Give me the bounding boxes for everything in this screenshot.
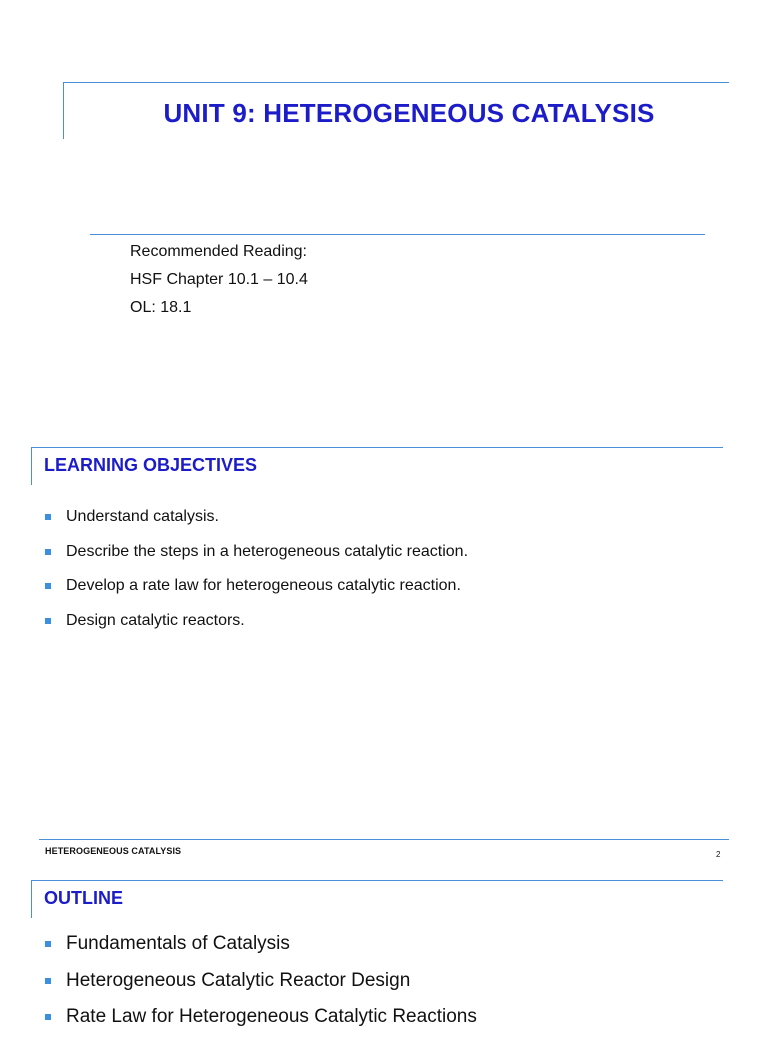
bullet-square-icon: [45, 941, 51, 947]
bullet-square-icon: [45, 514, 51, 520]
list-item: [44, 967, 477, 1004]
list-item-text: Heterogeneous Catalytic Reactor Design: [66, 969, 411, 991]
title-bottom-rule: [90, 234, 705, 235]
list-item-text: Rate Law for Heterogeneous Catalytic Reactions: [66, 1006, 477, 1027]
page-number: 2: [716, 850, 721, 859]
bullet-square-icon: [45, 978, 51, 984]
outline-top-rule: [31, 880, 723, 881]
bullet-square-icon: [45, 618, 51, 624]
list-item-text: Develop a rate law for heterogeneous catalytic reaction.: [66, 577, 461, 594]
list-item: [44, 541, 468, 576]
footer-rule: [39, 839, 729, 840]
outline-left-rule: [31, 880, 32, 918]
objectives-heading: LEARNING OBJECTIVES: [44, 455, 258, 475]
title-top-rule: [63, 82, 729, 83]
outline-heading: OUTLINE: [44, 888, 123, 908]
bullet-square-icon: [45, 583, 51, 589]
reading-line: OL: 18.1: [130, 299, 192, 316]
list-item: [44, 506, 468, 541]
list-item: [44, 610, 468, 645]
unit-title: UNIT 9: HETEROGENEOUS CATALYSIS: [163, 98, 655, 128]
outline-list: [44, 930, 477, 1040]
recommended-reading: [130, 238, 308, 322]
bullet-square-icon: [45, 549, 51, 555]
objectives-left-rule: [31, 447, 32, 485]
footer-label: HETEROGENEOUS CATALYSIS: [45, 846, 182, 856]
objectives-list: [44, 506, 468, 644]
list-item-text: Understand catalysis.: [66, 508, 219, 525]
list-item-text: Describe the steps in a heterogeneous catalytic reaction.: [66, 542, 469, 560]
bullet-square-icon: [45, 1014, 51, 1020]
reading-line: Recommended Reading:: [130, 243, 307, 260]
list-item: [44, 1003, 477, 1040]
list-item: [44, 575, 468, 610]
objectives-top-rule: [31, 447, 723, 448]
reading-line: HSF Chapter 10.1 – 10.4: [130, 271, 308, 288]
list-item: [44, 930, 477, 967]
list-item-text: Fundamentals of Catalysis: [66, 933, 290, 954]
list-item-text: Design catalytic reactors.: [66, 611, 245, 629]
